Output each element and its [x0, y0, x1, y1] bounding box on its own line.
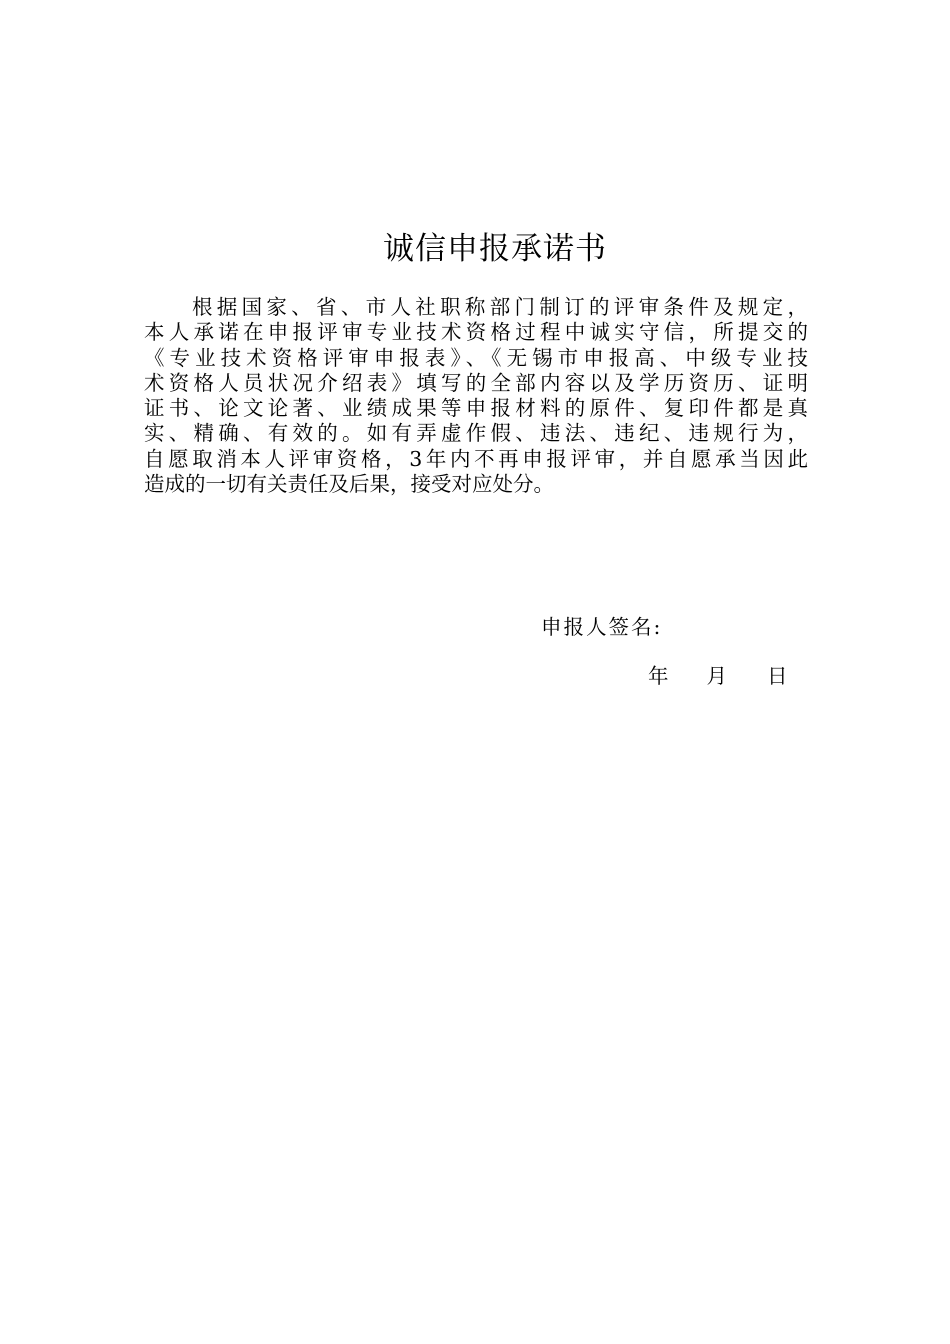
commitment-paragraph [144, 295, 808, 497]
paragraph-line: 证书、论文论著、业绩成果等申报材料的原件、复印件都是真 [144, 396, 808, 421]
paragraph-line: 自愿取消本人评审资格，3年内不再申报评审，并自愿承当因此 [144, 446, 808, 471]
date-line [648, 662, 788, 690]
date-day-label: 日 [767, 664, 788, 688]
paragraph-line: 实、精确、有效的。如有弄虚作假、违法、违纪、违规行为， [144, 421, 808, 446]
paragraph-line: 术资格人员状况介绍表》填写的全部内容以及学历资历、证明 [144, 370, 808, 395]
paragraph-line: 《专业技术资格评审申报表》、《无锡市申报高、中级专业技 [144, 345, 808, 370]
signature-label: 申报人签名: [541, 615, 663, 639]
date-month-label: 月 [706, 664, 727, 688]
paragraph-line: 本人承诺在申报评审专业技术资格过程中诚实守信，所提交的 [144, 320, 808, 345]
paragraph-line: 根据国家、省、市人社职称部门制订的评审条件及规定， [192, 295, 808, 319]
date-year-label: 年 [648, 664, 669, 688]
paragraph-line: 造成的一切有关责任及后果，接受对应处分。 [144, 472, 554, 497]
document-title: 诚信申报承诺书 [383, 231, 607, 267]
